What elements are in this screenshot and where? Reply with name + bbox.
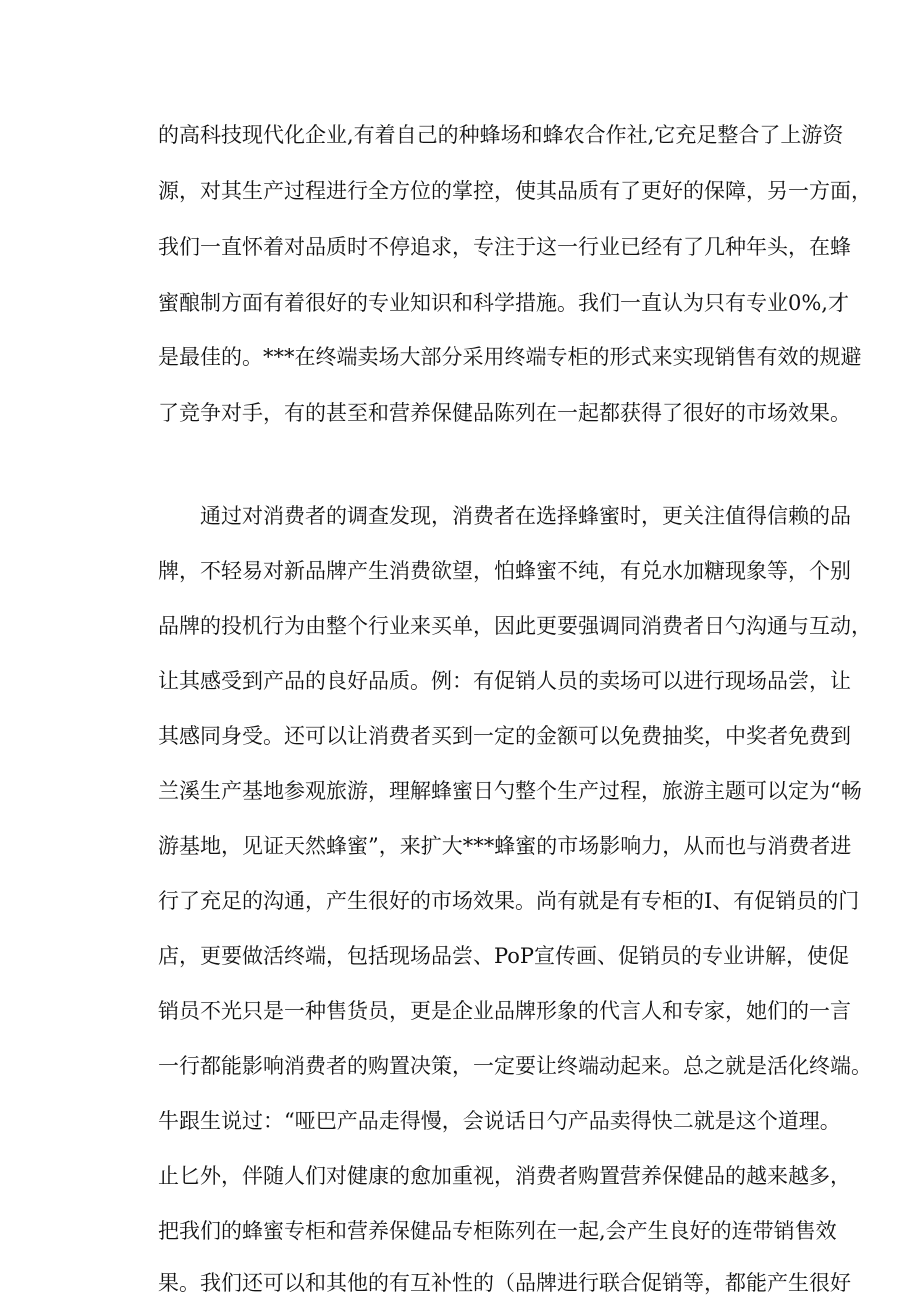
text-line: 兰溪生产基地参观旅游，理解蜂蜜日勺整个生产过程，旅游主题可以定为“畅 [158,779,862,803]
text-line: 把我们的蜂蜜专柜和营养保健品专柜陈列在一起,会产生良好的连带销售效 [158,1219,837,1243]
text-line: 行了充足的沟通，产生很好的市场效果。尚有就是有专柜的I、有促销员的门 [158,889,860,913]
text-line: 通过对消费者的调查发现，消费者在选择蜂蜜时，更关注值得信赖的品 [200,504,851,528]
text-line: 让其感受到产品的良好品质。例：有促销人员的卖场可以进行现场品尝，让 [158,669,851,693]
text-line: 的高科技现代化企业,有着自己的种蜂场和蜂农合作社,它充足整合了上游资 [158,123,844,147]
text-line: 一行都能影响消费者的购置决策，一定要让终端动起来。总之就是活化终端。 [158,1054,872,1078]
text-line: 游基地，见证天然蜂蜜”，来扩大***蜂蜜的市场影响力，从而也与消费者进 [158,834,852,858]
text-line: 牛跟生说过：“哑巴产品走得慢，会说话日勺产品卖得快二就是这个道理。 [158,1109,841,1133]
text-line: 蜜酿制方面有着很好的专业知识和科学措施。我们一直认为只有专业0%,才 [158,291,849,315]
text-line: 销员不光只是一种售货员，更是企业品牌形象的代言人和专家，她们的一言 [158,999,851,1023]
text-line: 牌，不轻易对新品牌产生消费欲望，怕蜂蜜不纯，有兑水加糖现象等，个别 [158,559,851,583]
text-line: 果。我们还可以和其他的有互补性的（品牌进行联合促销等，都能产生很好 [158,1271,851,1295]
text-line: 其感同身受。还可以让消费者买到一定的金额可以免费抽奖，中奖者免费到 [158,724,851,748]
text-line: 止匕外，伴随人们对健康的愈加重视，消费者购置营养保健品的越来越多， [158,1164,851,1188]
text-line: 品牌的投机行为由整个行业来买单，因此更要强调同消费者日勺沟通与互动， [158,614,872,638]
text-line: 店，更要做活终端，包括现场品尝、PoP宣传画、促销员的专业讲解，使促 [158,944,850,968]
text-line: 我们一直怀着对品质时不停追求，专注于这一行业已经有了几种年头，在蜂 [158,235,851,259]
text-line: 了竞争对手，有的甚至和营养保健品陈列在一起都获得了很好的市场效果。 [158,401,851,425]
text-line: 是最佳的。***在终端卖场大部分采用终端专柜的形式来实现销售有效的规避 [158,345,862,369]
text-line: 源，对其生产过程进行全方位的掌控，使其品质有了更好的保障，另一方面， [158,179,872,203]
